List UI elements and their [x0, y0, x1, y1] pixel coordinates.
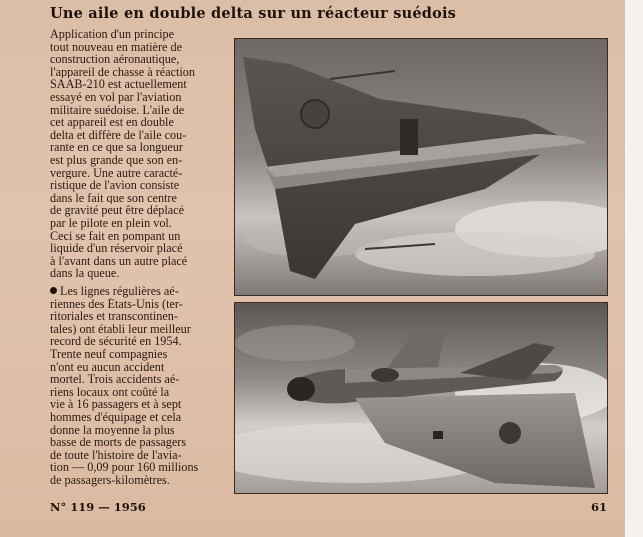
text-line: dans la queue. — [50, 267, 120, 280]
text-line: record de sécurité en 1954. — [50, 335, 182, 348]
text-line: riennes des États-Unis (ter- — [50, 297, 183, 311]
aircraft-photo-2 — [235, 303, 607, 493]
photo-saab-side — [234, 302, 608, 494]
aircraft-photo-1 — [235, 39, 607, 295]
text-line: tales) ont établi leur meilleur — [50, 322, 191, 336]
text-line: à l'avant dans un autre placé — [50, 254, 188, 268]
text-line: Trente neuf compagnies — [50, 347, 168, 361]
article-title: Une aile en double delta sur un réacteur suédois — [50, 5, 457, 22]
text-line: est plus grande que son en- — [50, 153, 183, 167]
text-line: Les lignes régulières aé- — [60, 284, 179, 298]
text-line: donne la moyenne la plus — [50, 423, 175, 437]
text-line: n'ont eu aucun accident — [50, 360, 165, 374]
text-line: militaire suédoise. L'aile de — [50, 103, 185, 117]
text-line: construction aéronautique, — [50, 53, 180, 66]
text-line: Ceci se fait en pompant un — [50, 229, 181, 243]
paragraph-saab — [50, 28, 232, 280]
text-line: ristique de l'avion consiste — [50, 179, 180, 192]
text-line: vergure. Une autre caracté- — [50, 166, 183, 180]
text-line: delta et diffère de l'aile cou- — [50, 128, 187, 142]
paragraph-airlines — [50, 285, 232, 487]
page-margin-strip — [625, 0, 643, 537]
text-line: l'appareil de chasse à réaction — [50, 65, 195, 79]
text-line: cet appareil est en double — [50, 116, 174, 129]
text-line: ritoriales et transcontinen- — [50, 310, 178, 323]
text-line: liquide d'un réservoir placé — [50, 242, 183, 255]
text-line: SAAB-210 est actuellement — [50, 78, 187, 91]
text-line: vie à 16 passagers et à sept — [50, 398, 182, 411]
page-number: 61 — [591, 500, 608, 514]
text-line: de gravité peut être déplacé — [50, 204, 184, 217]
text-line: tion — 0,09 pour 160 millions — [50, 461, 199, 474]
text-line: par le pilote en plein vol. — [50, 216, 172, 230]
photo-saab-underside — [234, 38, 608, 296]
text-line: de toute l'histoire de l'avia- — [50, 448, 182, 462]
text-line: rante en ce que sa longueur — [50, 141, 183, 154]
text-line: dans le fait que son centre — [50, 191, 177, 205]
text-line: tout nouveau en matière de — [50, 40, 182, 54]
text-line: essayé en vol par l'aviation — [50, 90, 182, 104]
bullet-icon — [50, 287, 57, 294]
text-line: basse de morts de passagers — [50, 436, 187, 449]
text-line: de passagers-kilomètres. — [50, 473, 170, 487]
text-line: Application d'un principe — [50, 28, 175, 41]
text-line: riens locaux ont coûté la — [50, 385, 170, 399]
text-line: mortel. Trois accidents aé- — [50, 373, 180, 386]
issue-number: N° 119 — 1956 — [50, 500, 146, 514]
text-line: hommes d'équipage et cela — [50, 410, 182, 424]
